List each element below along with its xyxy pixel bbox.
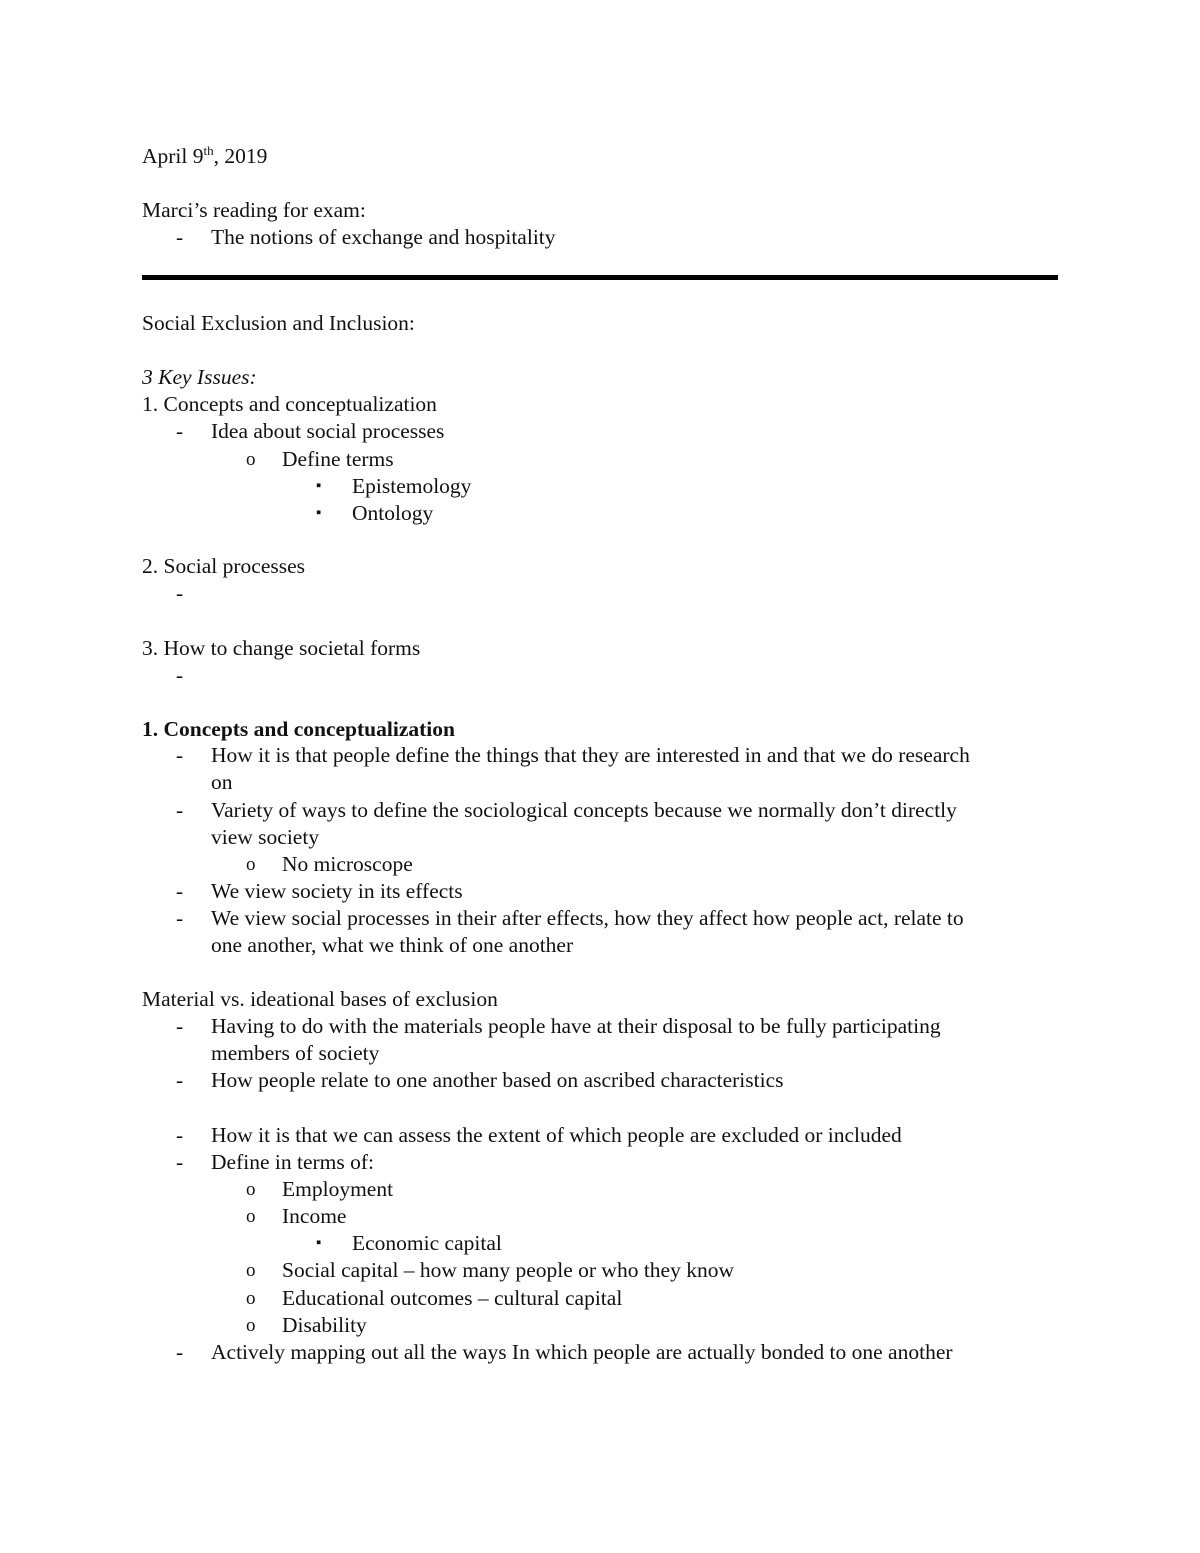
section1-bullet4-line1: We view social processes in their after effects, how they affect how people act, relate to (211, 906, 964, 930)
circle-marker: o (246, 449, 256, 470)
section1-bullet3: We view society in its effects (211, 879, 463, 903)
issue2-title: 2. Social processes (142, 554, 306, 578)
circle-marker: o (246, 1315, 256, 1336)
term-disability: Disability (282, 1313, 367, 1337)
dash-marker: - (176, 225, 184, 249)
reading-heading: Marci’s reading for exam: (142, 198, 366, 222)
material-bullet1-line1: Having to do with the materials people have at their disposal to be fully participating (211, 1014, 941, 1038)
material-bullet5: Actively mapping out all the ways In which people are actually bonded to one another (211, 1340, 953, 1364)
topic-heading: Social Exclusion and Inclusion: (142, 311, 415, 335)
term-educational-outcomes: Educational outcomes – cultural capital (282, 1286, 623, 1310)
date-superscript: th (203, 143, 214, 158)
section1-bullet4-line2: one another, what we think of one another (211, 933, 574, 957)
dash-marker: - (176, 1014, 184, 1038)
circle-marker: o (246, 1179, 256, 1200)
issue1-title: 1. Concepts and conceptualization (142, 392, 437, 416)
horizontal-rule (142, 275, 1058, 280)
section1-bullet2-line1: Variety of ways to define the sociological concepts because we normally don’t directly (211, 798, 957, 822)
square-marker: ▪ (316, 1235, 322, 1251)
key-issues-label: 3 Key Issues: (142, 365, 257, 389)
term-income: Income (282, 1204, 347, 1228)
section1-bullet1-line1: How it is that people define the things that they are interested in and that we do research (211, 743, 970, 767)
dash-marker: - (176, 879, 184, 903)
material-bullet3: How it is that we can assess the extent of which people are excluded or included (211, 1123, 902, 1147)
section1-bullet1-line2: on (211, 770, 233, 794)
square-marker: ▪ (316, 478, 322, 494)
circle-marker: o (246, 1260, 256, 1281)
dash-marker: - (176, 581, 184, 605)
dash-marker: - (176, 1068, 184, 1092)
term-social-capital: Social capital – how many people or who they know (282, 1258, 734, 1282)
issue1-sub: Idea about social processes (211, 419, 445, 443)
dash-marker: - (176, 1340, 184, 1364)
material-bullet2: How people relate to one another based on ascribed characteristics (211, 1068, 784, 1092)
term-employment: Employment (282, 1177, 394, 1201)
dash-marker: - (176, 663, 184, 687)
date-prefix: April 9 (142, 144, 204, 168)
circle-marker: o (246, 1288, 256, 1309)
dash-marker: - (176, 1123, 184, 1147)
issue3-title: 3. How to change societal forms (142, 636, 421, 660)
material-bullet4: Define in terms of: (211, 1150, 374, 1174)
term-economic-capital: Economic capital (352, 1231, 502, 1255)
issue1-term-ontology: Ontology (352, 501, 434, 525)
reading-item: The notions of exchange and hospitality (211, 225, 556, 249)
material-bullet1-line2: members of society (211, 1041, 380, 1065)
circle-marker: o (246, 1206, 256, 1227)
date-suffix: , 2019 (213, 144, 268, 168)
circle-marker: o (246, 854, 256, 875)
square-marker: ▪ (316, 505, 322, 521)
section1-title: 1. Concepts and conceptualization (142, 717, 455, 741)
date-line (142, 143, 267, 170)
section1-bullet2-line2: view society (211, 825, 320, 849)
issue1-term-epistemology: Epistemology (352, 474, 472, 498)
dash-marker: - (176, 798, 184, 822)
material-heading: Material vs. ideational bases of exclusion (142, 987, 498, 1011)
dash-marker: - (176, 1150, 184, 1174)
dash-marker: - (176, 906, 184, 930)
issue1-subsub: Define terms (282, 447, 394, 471)
dash-marker: - (176, 743, 184, 767)
section1-bullet2-sub: No microscope (282, 852, 413, 876)
dash-marker: - (176, 419, 184, 443)
